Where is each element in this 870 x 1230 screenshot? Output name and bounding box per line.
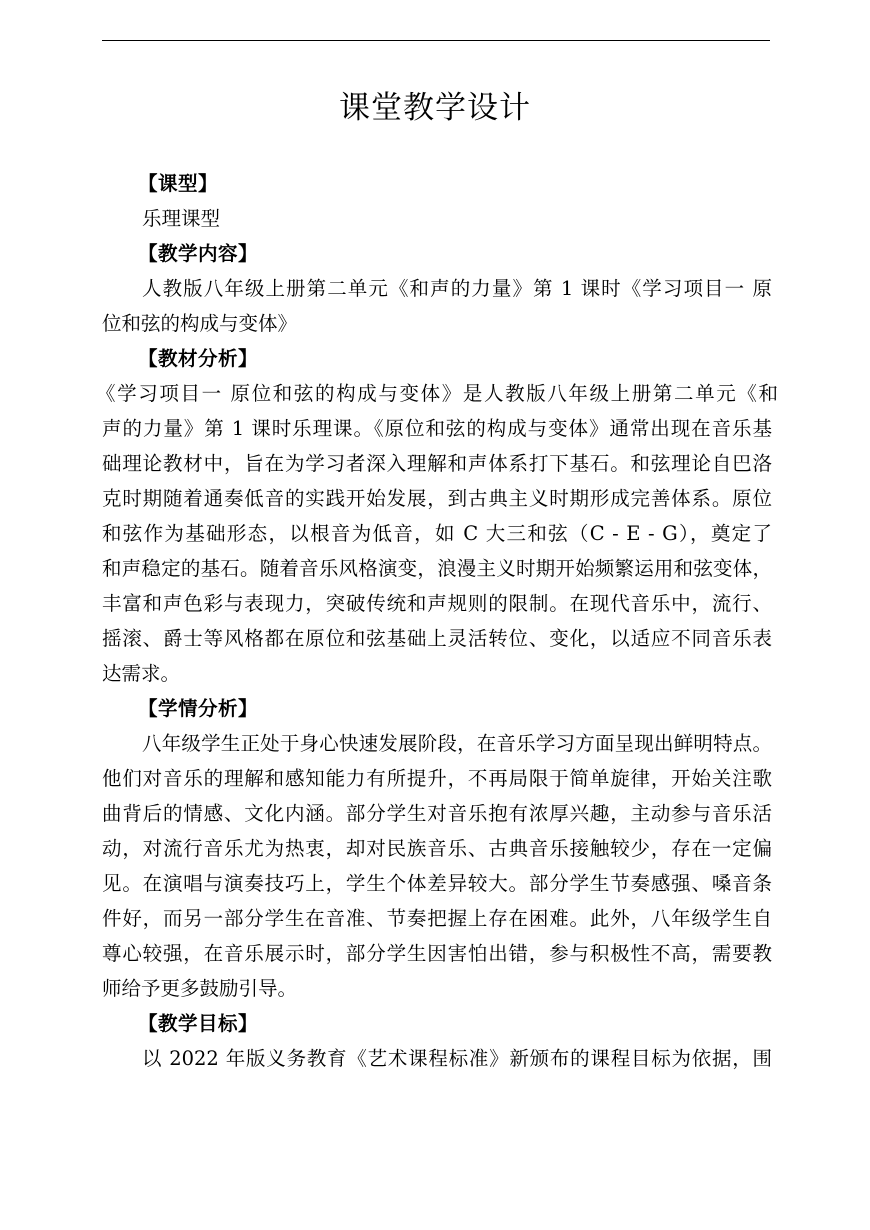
text-line: 丰富和声色彩与表现力，突破传统和声规则的限制。在现代音乐中，流行、 xyxy=(102,592,772,615)
section-lesson-type xyxy=(102,166,772,236)
section-heading: 【教材分析】 xyxy=(138,347,259,370)
text-line: 曲背后的情感、文化内涵。部分学生对音乐抱有浓厚兴趣，主动参与音乐活 xyxy=(102,802,772,825)
section-body xyxy=(102,1041,772,1076)
text-line: 师给予更多鼓励引导。 xyxy=(102,977,298,1000)
section-heading: 【课型】 xyxy=(138,172,219,195)
text-line: 础理论教材中，旨在为学习者深入理解和声体系打下基石。和弦理论自巴洛 xyxy=(102,452,772,475)
text-line: 摇滚、爵士等风格都在原位和弦基础上灵活转位、变化，以适应不同音乐表 xyxy=(102,627,772,650)
section-teaching-objectives xyxy=(102,1006,772,1076)
text-line: 件好，而另一部分学生在音准、节奏把握上存在困难。此外，八年级学生自 xyxy=(102,907,772,930)
section-body xyxy=(102,271,772,341)
section-heading: 【教学内容】 xyxy=(138,242,259,265)
text-line: 声的力量》第 1 课时乐理课。《原位和弦的构成与变体》通常出现在音乐基 xyxy=(102,417,772,440)
text-line: 乐理课型 xyxy=(142,207,221,230)
text-line: 和弦作为基础形态，以根音为低音，如 C 大三和弦（C - E - G），奠定了 xyxy=(102,522,772,545)
text-line: 以 2022 年版义务教育《艺术课程标准》新颁布的课程目标为依据，围 xyxy=(142,1047,772,1070)
text-line: 动，对流行音乐尤为热衷，却对民族音乐、古典音乐接触较少，存在一定偏 xyxy=(102,837,772,860)
text-line: 尊心较强，在音乐展示时，部分学生因害怕出错，参与积极性不高，需要教 xyxy=(102,942,772,965)
text-line: 达需求。 xyxy=(102,662,181,685)
section-body xyxy=(96,376,778,691)
text-line: 和声稳定的基石。随着音乐风格演变，浪漫主义时期开始频繁运用和弦变体， xyxy=(102,557,772,580)
section-teaching-content xyxy=(102,236,772,341)
text-line: 人教版八年级上册第二单元《和声的力量》第 1 课时《学习项目一 原 xyxy=(142,277,772,300)
text-line: 见。在演唱与演奏技巧上，学生个体差异较大。部分学生节奏感强、嗓音条 xyxy=(102,872,772,895)
text-line: 《学习项目一 原位和弦的构成与变体》是人教版八年级上册第二单元《和 xyxy=(96,382,778,405)
section-heading: 【学情分析】 xyxy=(138,697,259,720)
section-heading: 【教学目标】 xyxy=(138,1012,259,1035)
page-title: 课堂教学设计 xyxy=(339,90,531,126)
document-body xyxy=(96,166,778,1076)
section-student-analysis xyxy=(102,691,772,1006)
text-line: 他们对音乐的理解和感知能力有所提升，不再局限于简单旋律，开始关注歌 xyxy=(102,767,772,790)
text-line: 位和弦的构成与变体》 xyxy=(102,312,298,335)
text-line: 克时期随着通奏低音的实践开始发展，到古典主义时期形成完善体系。原位 xyxy=(102,487,772,510)
section-body xyxy=(102,201,772,236)
text-line: 八年级学生正处于身心快速发展阶段，在音乐学习方面呈现出鲜明特点。 xyxy=(142,732,772,755)
header-rule xyxy=(102,40,770,41)
section-textbook-analysis xyxy=(96,341,778,691)
section-body xyxy=(102,726,772,1006)
